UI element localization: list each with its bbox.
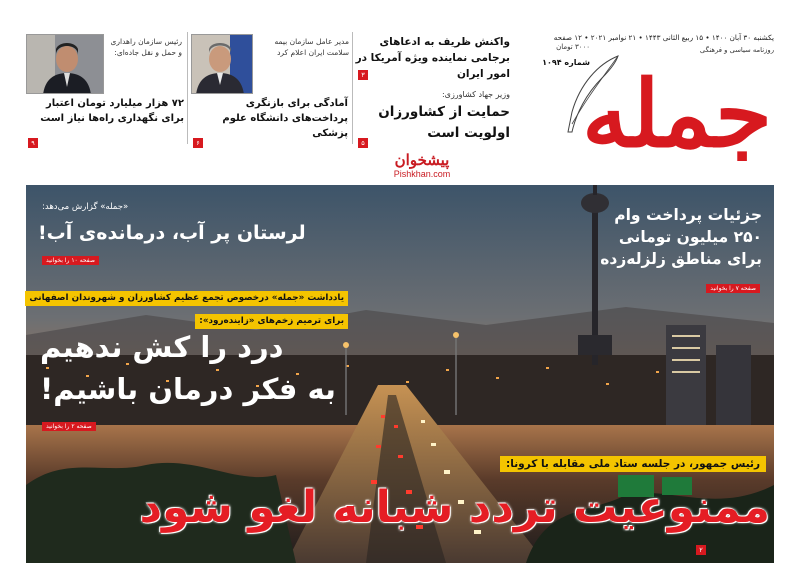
newspaper-subline: روزنامه سیاسی و فرهنگی <box>699 46 774 54</box>
roads-official-photo <box>26 34 104 94</box>
page-tag: ۶ <box>193 138 203 148</box>
loan-headline[interactable]: جزئیات پرداخت وام ۲۵۰ میلیون تومانی برای مناطق زلزله‌زده <box>600 206 762 268</box>
story-roads-headline[interactable] <box>27 96 184 126</box>
story-farmers[interactable] <box>350 90 510 144</box>
story-kicker: رئیس سازمان راهداری و حمل و نقل جاده‌ای: <box>110 37 182 57</box>
main-story-headline[interactable]: ممنوعیت تردد شبانه لغو شود <box>139 482 770 533</box>
story-headline: ۷۲ هزار میلیارد تومان اعتبار برای نگهداری راه‌ها نیاز است <box>40 98 184 124</box>
story-health-insurance[interactable] <box>253 36 349 58</box>
story-headline: حمایت از کشاورزان اولویت است <box>378 104 510 141</box>
health-official-photo <box>191 34 253 94</box>
watermark-fa: پیشخوان <box>394 151 450 169</box>
front-page-header <box>0 0 800 182</box>
story-kicker: مدیر عامل سازمان بیمه سلامت ایران اعلام کرد <box>274 37 349 57</box>
page-tag: صفحه ۲ را بخوانید <box>42 422 96 431</box>
masthead-logo-text: جمله <box>582 60 772 168</box>
issue-number: شماره ۱۰۹۴ <box>542 58 590 67</box>
column-divider <box>187 32 188 144</box>
watermark-en: Pishkhan.com <box>393 169 451 179</box>
story-kicker: وزیر جهاد کشاورزی: <box>441 90 510 99</box>
opinion-kicker-line1: یادداشت «جمله» درخصوص تجمع عظیم کشاورزان و شهروندان اصفهانی <box>25 291 348 306</box>
dateline: یکشنبه ۳۰ آبان ۱۴۰۰ • ۱۵ ربیع الثانی ۱۴۴۳ • ۲۱ نوامبر ۲۰۲۱ • ۱۲ صفحه <box>553 33 774 42</box>
opinion-kicker <box>29 285 348 331</box>
story-health-headline[interactable] <box>192 96 348 141</box>
column-divider <box>352 32 353 144</box>
lorestan-headline[interactable]: لرستان پر آب، درمانده‌ی آب! <box>38 222 306 244</box>
story-headline: واکنش ظریف به ادعاهای برجامی نماینده ویژه آمریکا در امور ایران <box>355 36 510 80</box>
story-zarif[interactable] <box>350 34 510 82</box>
page-tag: ۹ <box>28 138 38 148</box>
opinion-headline-line1[interactable]: درد را کش ندهیم <box>40 330 284 364</box>
person-photo-icon <box>191 35 252 94</box>
page-tag: صفحه ۱۰ را بخوانید <box>42 256 99 265</box>
pishkhan-watermark <box>377 152 467 179</box>
opinion-kicker-line2: برای ترمیم زخم‌های «زاینده‌رود»: <box>195 314 348 329</box>
page-tag: صفحه ۷ را بخوانید <box>706 284 760 293</box>
page-tag: ۲ <box>696 545 706 555</box>
page-tag: ۳ <box>358 70 368 80</box>
opinion-headline-line2[interactable]: به فکر درمان باشیم! <box>40 372 336 406</box>
page-tag: ۵ <box>358 138 368 148</box>
masthead-logo <box>513 62 778 172</box>
story-headline: آمادگی برای بازنگری پرداخت‌های دانشگاه علوم پزشکی <box>222 98 348 139</box>
story-roads[interactable] <box>106 36 182 58</box>
price: ۳۰۰۰ تومان <box>556 43 590 51</box>
main-story-kicker: رئیس جمهور، در جلسه ستاد ملی مقابله با کرونا: <box>500 456 766 472</box>
report-label: «جمله» گزارش می‌دهد: <box>42 202 129 212</box>
person-photo-icon <box>26 35 103 94</box>
